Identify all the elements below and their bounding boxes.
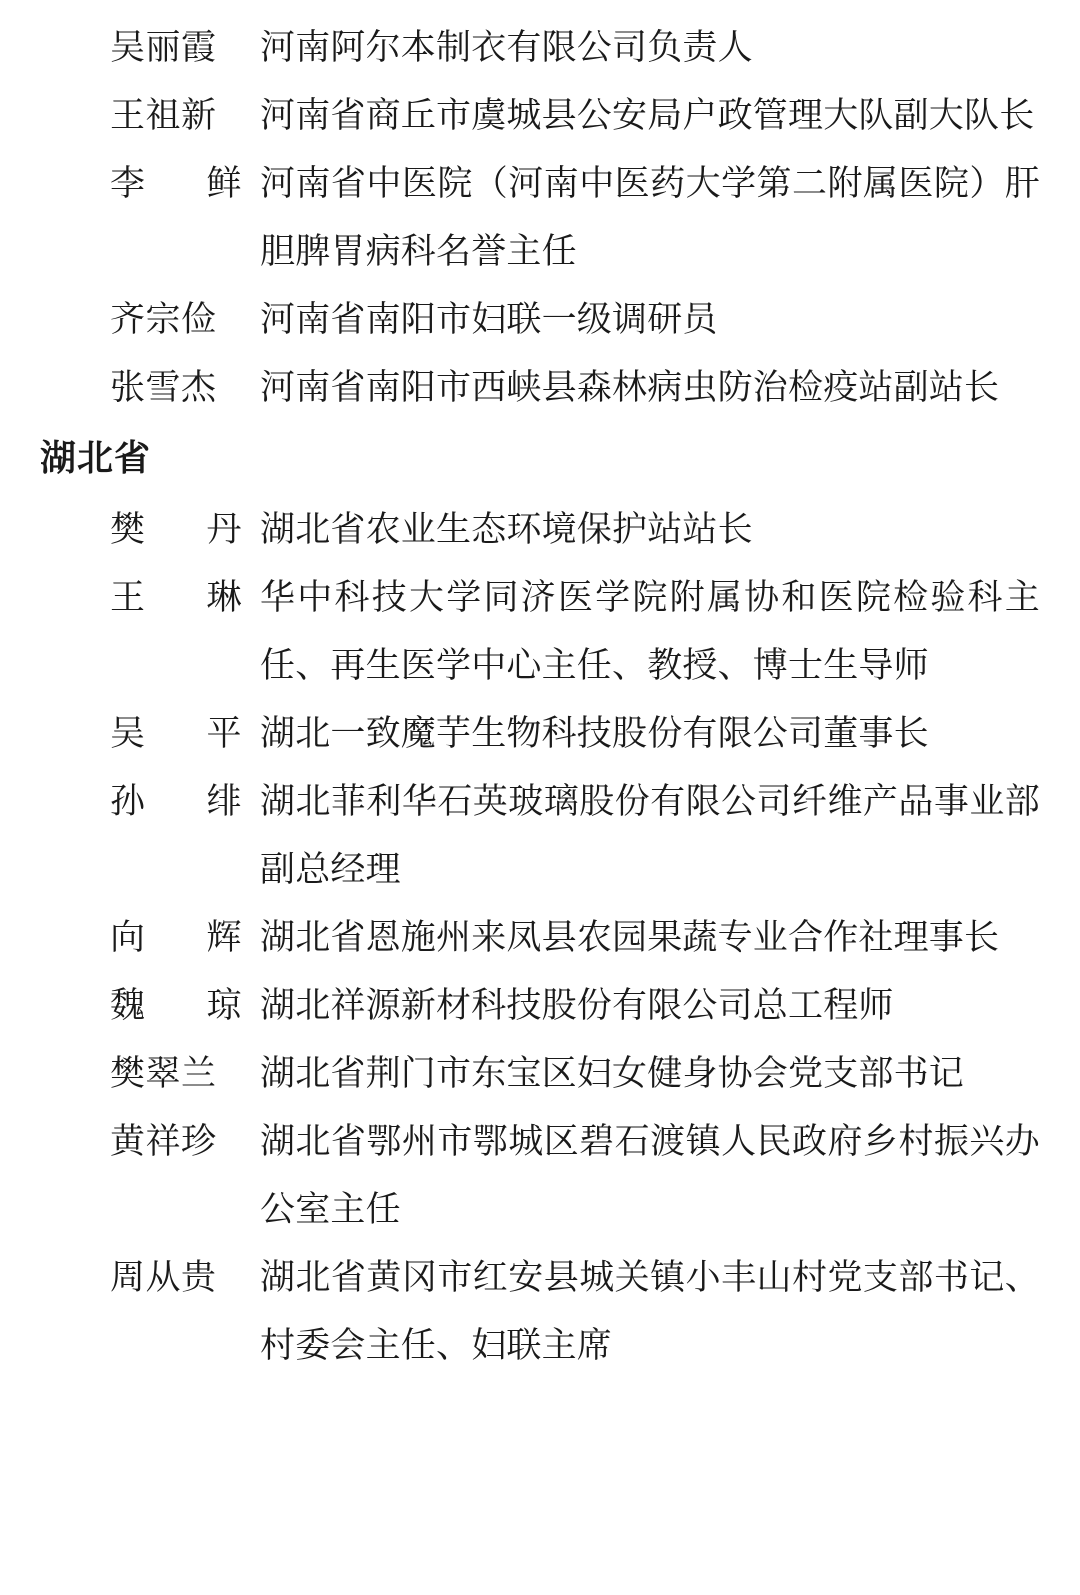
list-item (40, 972, 1040, 1040)
person-name: 黄祥珍 (110, 1122, 217, 1162)
list-item (40, 768, 1040, 904)
person-title: 湖北菲利华石英玻璃股份有限公司纤维产品事业部副总经理 (260, 782, 1040, 890)
list-item (40, 564, 1040, 700)
person-name: 王祖新 (110, 96, 217, 136)
person-title: 河南省商丘市虞城县公安局户政管理大队副大队长 (260, 96, 1035, 136)
person-title: 湖北省鄂州市鄂城区碧石渡镇人民政府乡村振兴办公室主任 (260, 1122, 1040, 1230)
person-name-char: 李 (110, 164, 146, 204)
person-name-char: 孙 (110, 782, 146, 822)
person-title: 河南省中医院（河南中医药大学第二附属医院）肝胆脾胃病科名誉主任 (260, 164, 1040, 272)
person-name (110, 496, 260, 564)
person-name: 吴丽霞 (110, 28, 217, 68)
person-name (110, 972, 260, 1040)
person-name: 张雪杰 (110, 368, 217, 408)
person-name-char: 辉 (206, 918, 242, 958)
list-item (40, 700, 1040, 768)
entry-list-hubei (40, 496, 1040, 1380)
person-name-char: 鲜 (206, 164, 242, 204)
entry-list-henan (40, 14, 1040, 422)
person-name-char: 王 (110, 578, 146, 618)
person-title: 湖北省农业生态环境保护站站长 (260, 510, 753, 550)
list-item (40, 82, 1040, 150)
person-title: 河南阿尔本制衣有限公司负责人 (260, 28, 753, 68)
person-title: 湖北祥源新材科技股份有限公司总工程师 (260, 986, 894, 1026)
person-title: 湖北一致魔芋生物科技股份有限公司董事长 (260, 714, 929, 754)
list-item (40, 1108, 1040, 1244)
person-name-char: 魏 (110, 986, 146, 1026)
person-name (110, 150, 260, 218)
list-item (40, 1040, 1040, 1108)
person-name-char: 平 (206, 714, 242, 754)
person-name (110, 904, 260, 972)
person-name-char: 吴 (110, 714, 146, 754)
person-name: 齐宗俭 (110, 300, 217, 340)
person-name (110, 768, 260, 836)
list-item (40, 1244, 1040, 1380)
person-name-char: 琳 (206, 578, 242, 618)
province-heading: 湖北省 (40, 438, 152, 479)
list-item (40, 286, 1040, 354)
person-name-char: 樊 (110, 510, 146, 550)
person-title: 华中科技大学同济医学院附属协和医院检验科主任、再生医学中心主任、教授、博士生导师 (260, 578, 1040, 686)
list-item (40, 14, 1040, 82)
person-title: 湖北省黄冈市红安县城关镇小丰山村党支部书记、村委会主任、妇联主席 (260, 1258, 1040, 1366)
person-title: 河南省南阳市妇联一级调研员 (260, 300, 718, 340)
person-name (110, 700, 260, 768)
person-name (110, 564, 260, 632)
person-name-char: 丹 (206, 510, 242, 550)
person-title: 河南省南阳市西峡县森林病虫防治检疫站副站长 (260, 368, 1000, 408)
person-name-char: 琼 (206, 986, 242, 1026)
person-name-char: 向 (110, 918, 146, 958)
list-item (40, 904, 1040, 972)
list-item (40, 496, 1040, 564)
person-title: 湖北省荆门市东宝区妇女健身协会党支部书记 (260, 1054, 965, 1094)
person-name: 樊翠兰 (110, 1054, 217, 1094)
person-name-char: 绯 (206, 782, 242, 822)
list-item (40, 150, 1040, 286)
list-item (40, 354, 1040, 422)
person-title: 湖北省恩施州来凤县农园果蔬专业合作社理事长 (260, 918, 1000, 958)
person-name: 周从贵 (110, 1258, 217, 1298)
